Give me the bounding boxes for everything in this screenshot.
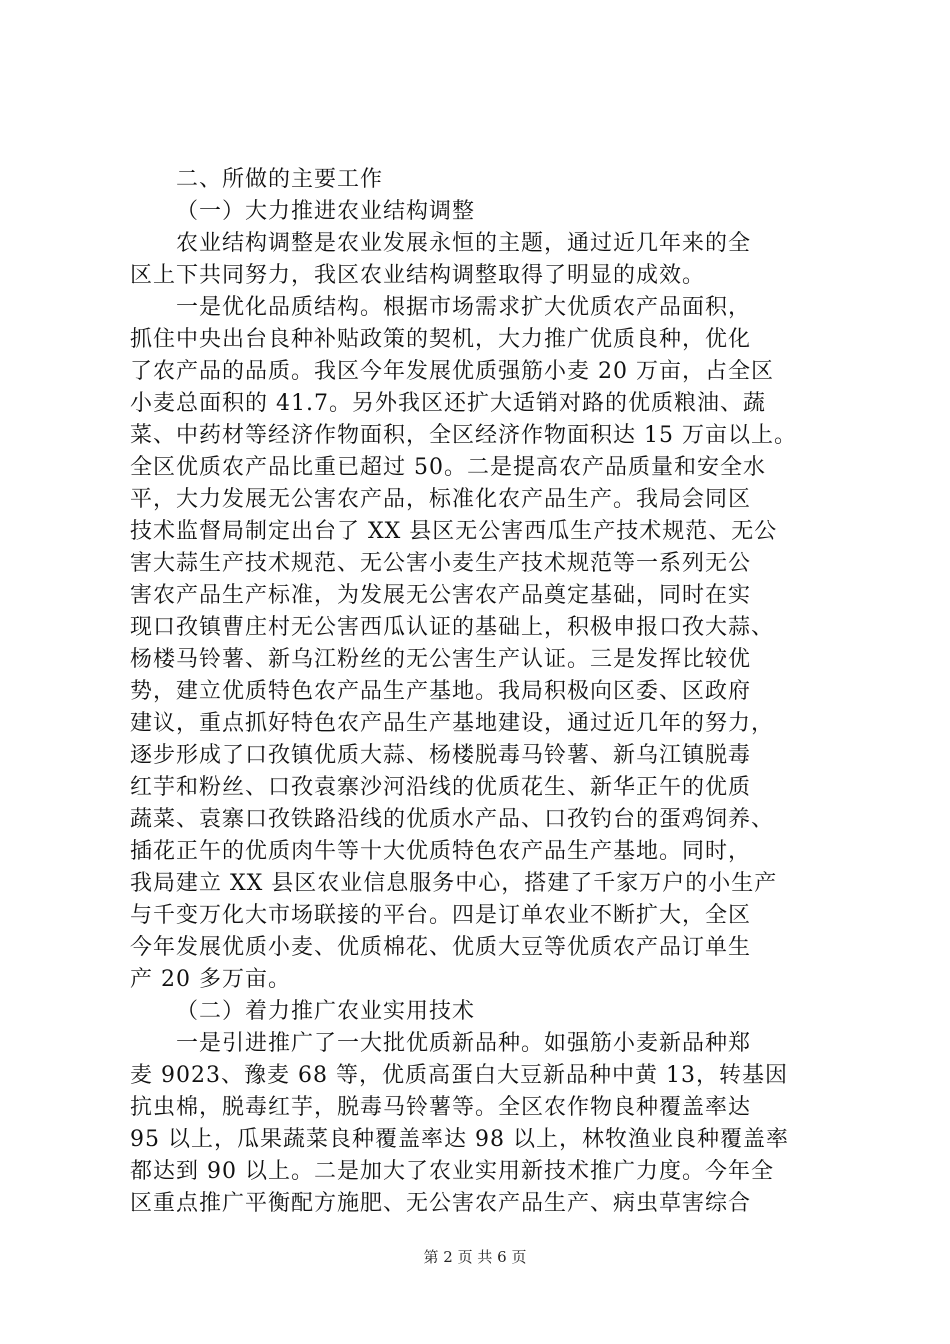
paragraph-line: 我局建立 XX 县区农业信息服务中心，搭建了千家万户的小生产 bbox=[130, 871, 778, 896]
subsection-heading: （二）着力推广农业实用技术 bbox=[176, 999, 476, 1024]
paragraph-line: 蔬菜、袁寨口孜铁路沿线的优质水产品、口孜钓台的蛋鸡饲养、 bbox=[130, 807, 775, 832]
paragraph-line: 今年发展优质小麦、优质棉花、优质大豆等优质农产品订单生 bbox=[130, 935, 752, 960]
paragraph-line: 抓住中央出台良种补贴政策的契机，大力推广优质良种，优化 bbox=[130, 327, 752, 352]
paragraph-line: 与千变万化大市场联接的平台。四是订单农业不断扩大，全区 bbox=[130, 903, 752, 928]
paragraph-line: 害大蒜生产技术规范、无公害小麦生产技术规范等一系列无公 bbox=[130, 551, 752, 576]
paragraph-line: 一是优化品质结构。根据市场需求扩大优质农产品面积， bbox=[176, 295, 752, 320]
paragraph-line: 小麦总面积的 41.7。另外我区还扩大适销对路的优质粮油、蔬 bbox=[130, 391, 766, 416]
paragraph-line: 一是引进推广了一大批优质新品种。如强筋小麦新品种郑 bbox=[176, 1031, 752, 1056]
paragraph-line: 插花正午的优质肉牛等十大优质特色农产品生产基地。同时， bbox=[130, 839, 752, 864]
paragraph-line: 害农产品生产标准，为发展无公害农产品奠定基础，同时在实 bbox=[130, 583, 752, 608]
paragraph-line: 都达到 90 以上。二是加大了农业实用新技术推广力度。今年全 bbox=[130, 1159, 774, 1184]
paragraph-line: 麦 9023、豫麦 68 等，优质高蛋白大豆新品种中黄 13，转基因 bbox=[130, 1063, 788, 1088]
page-number-footer: 第 2 页 共 6 页 bbox=[423, 1248, 527, 1266]
paragraph-line: 建议，重点抓好特色农产品生产基地建设，通过近几年的努力， bbox=[130, 711, 775, 736]
paragraph-line: 了农产品的品质。我区今年发展优质强筋小麦 20 万亩，占全区 bbox=[130, 359, 774, 384]
paragraph-line: 产 20 多万亩。 bbox=[130, 967, 291, 992]
subsection-heading: （一）大力推进农业结构调整 bbox=[176, 199, 476, 224]
paragraph-line: 平，大力发展无公害农产品，标准化农产品生产。我局会同区 bbox=[130, 487, 752, 512]
paragraph-line: 全区优质农产品比重已超过 50。二是提高农产品质量和安全水 bbox=[130, 455, 766, 480]
paragraph-line: 区上下共同努力，我区农业结构调整取得了明显的成效。 bbox=[130, 263, 706, 288]
paragraph-line: 区重点推广平衡配方施肥、无公害农产品生产、病虫草害综合 bbox=[130, 1191, 752, 1216]
paragraph-line: 农业结构调整是农业发展永恒的主题，通过近几年来的全 bbox=[176, 231, 752, 256]
paragraph-line: 95 以上，瓜果蔬菜良种覆盖率达 98 以上，林牧渔业良种覆盖率 bbox=[130, 1127, 789, 1152]
paragraph-line: 菜、中药材等经济作物面积，全区经济作物面积达 15 万亩以上。 bbox=[130, 423, 797, 448]
paragraph-line: 技术监督局制定出台了 XX 县区无公害西瓜生产技术规范、无公 bbox=[130, 519, 778, 544]
paragraph-line: 红芋和粉丝、口孜袁寨沙河沿线的优质花生、新华正午的优质 bbox=[130, 775, 752, 800]
paragraph-line: 势，建立优质特色农产品生产基地。我局积极向区委、区政府 bbox=[130, 679, 752, 704]
section-heading: 二、所做的主要工作 bbox=[176, 167, 384, 192]
paragraph-line: 逐步形成了口孜镇优质大蒜、杨楼脱毒马铃薯、新乌江镇脱毒 bbox=[130, 743, 752, 768]
paragraph-line: 杨楼马铃薯、新乌江粉丝的无公害生产认证。三是发挥比较优 bbox=[130, 647, 752, 672]
paragraph-line: 抗虫棉，脱毒红芋，脱毒马铃薯等。全区农作物良种覆盖率达 bbox=[130, 1095, 752, 1120]
paragraph-line: 现口孜镇曹庄村无公害西瓜认证的基础上，积极申报口孜大蒜、 bbox=[130, 615, 775, 640]
